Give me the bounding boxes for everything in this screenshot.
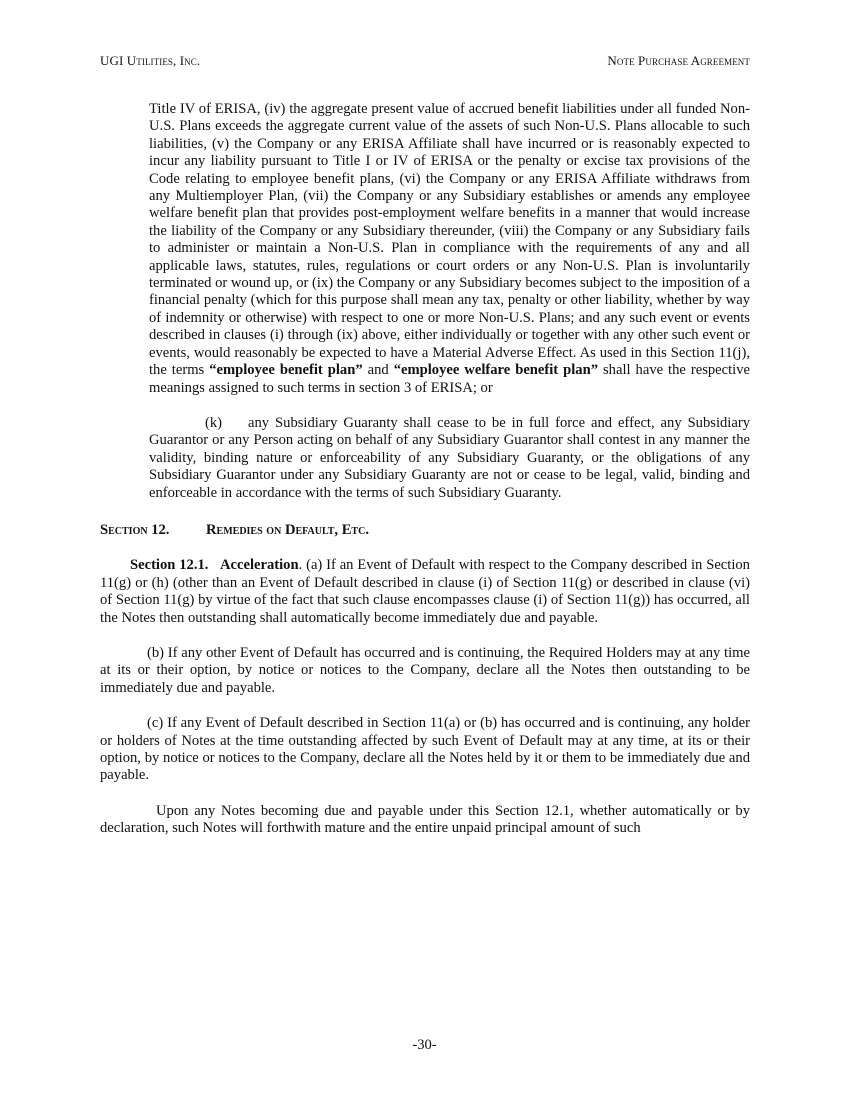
section-12-title: Remedies on Default, Etc.: [206, 521, 369, 538]
spacer: [100, 539, 750, 557]
spacer: [100, 697, 750, 715]
term-employee-benefit-plan: “employee benefit plan”: [209, 362, 363, 379]
paragraph-12-1-b: (b) If any other Event of Default has occurred and is continuing, the Required Holders may at any time at its or their option, by notice or notices to the Company, declare all the Notes then outstanding to be immediately due and payable.: [100, 644, 750, 696]
spacer: [100, 785, 750, 803]
paragraph-12-1-c: (c) If any Event of Default described in Section 11(a) or (b) has occurred and is continuing, any holder or holders of Notes at the time outstanding affected by such Event of Default may at any time, at its or their option, by notice or notices to the Company, declare all the Notes held by it or them to be immediately due and payable.: [100, 715, 750, 784]
section-12-1-number: Section 12.1.: [130, 557, 209, 574]
section-12-1-title: Acceleration: [219, 557, 299, 574]
paragraph-11j-text: Title IV of ERISA, (iv) the aggregate present value of accrued benefit liabilities under all funded Non-U.S. Plans exceeds the aggregate current value of the assets of such Non-U.S. Plans allocable to such liabilities, (v) the Company or any ERISA Affiliate shall have incurred or is reasonably expected to incur any liability pursuant to Title I or IV of ERISA or the penalty or excise tax provisions of the Code relating to employee benefit plans, (vi) the Company or any ERISA Affiliate withdraws from any Multiemployer Plan, (vii) the Company or any Subsidiary establishes or amends any employee welfare benefit plan that provides post-employment welfare benefits in a manner that would increase the liability of the Company or any Subsidiary thereunder, (viii) the Company or any Subsidiary fails to administer or maintain a Non-U.S. Plan in compliance with the requirements of any and all applicable laws, statutes, rules, regulations or court orders or any Non-U.S. Plan is involuntarily terminated or wound up, or (ix) the Company or any Subsidiary becomes subject to the imposition of a financial penalty (which for this purpose shall mean any tax, penalty or other liability, whether by way of indemnity or otherwise) with respect to one or more Non-U.S. Plans; and any such event or events described in clauses (i) through (ix) above, either individually or together with any other such event or events, would reasonably be expected to have a Material Adverse Effect. As used in this Section 11(j), the terms: [149, 101, 750, 379]
word-and: and: [362, 362, 394, 379]
clause-k-label: (k): [205, 414, 223, 431]
document-body: [100, 101, 750, 838]
page-number: -30-: [412, 1037, 437, 1053]
paragraph-11j-continued: [149, 101, 750, 397]
paragraph-12-1-a-text: . (a) If an Event of Default with respect to the Company described in Section 11(g) or (h) (other than an Event of Default described in clause (i) of Section 11(g) or described in clause (vi) of Section 11(g) by virtue of the fact that such clause encompasses clause (i) of Section 11(g)) has occurred, all the Notes then outstanding shall automatically become immediately due and payable.: [100, 557, 750, 626]
spacer: [100, 397, 750, 415]
section-12-number: Section 12.: [100, 521, 170, 538]
paragraph-12-1-a: [100, 557, 750, 627]
page-header: [100, 53, 750, 69]
spacer: [100, 502, 750, 522]
paragraph-11j-tail: shall have the respective meanings assigned to such terms in section 3 of ERISA; or: [149, 362, 751, 396]
paragraph-12-1-upon: Upon any Notes becoming due and payable under this Section 12.1, whether automatically or by declaration, such Notes will forthwith mature and the entire unpaid principal amount of such: [100, 802, 750, 837]
header-company-name: UGI Utilities, Inc.: [100, 53, 201, 68]
paragraph-11k: [149, 415, 750, 502]
paragraph-11k-text: any Subsidiary Guaranty shall cease to be in full force and effect, any Subsidiary Guarantor or any Person acting on behalf of any Subsidiary Guarantor shall contest in any manner the validity, binding nature or enforceability of any Subsidiary Guaranty, or the obligations of any Subsidiary Guarantor under any Subsidiary Guaranty are not or cease to be legal, valid, binding and enforceable in accordance with the terms of such Subsidiary Guaranty.: [149, 414, 750, 501]
spacer: [100, 627, 750, 645]
section-12-heading: [100, 522, 750, 539]
header-document-title: Note Purchase Agreement: [607, 53, 750, 68]
term-employee-welfare-benefit-plan: “employee welfare benefit plan”: [393, 362, 599, 379]
